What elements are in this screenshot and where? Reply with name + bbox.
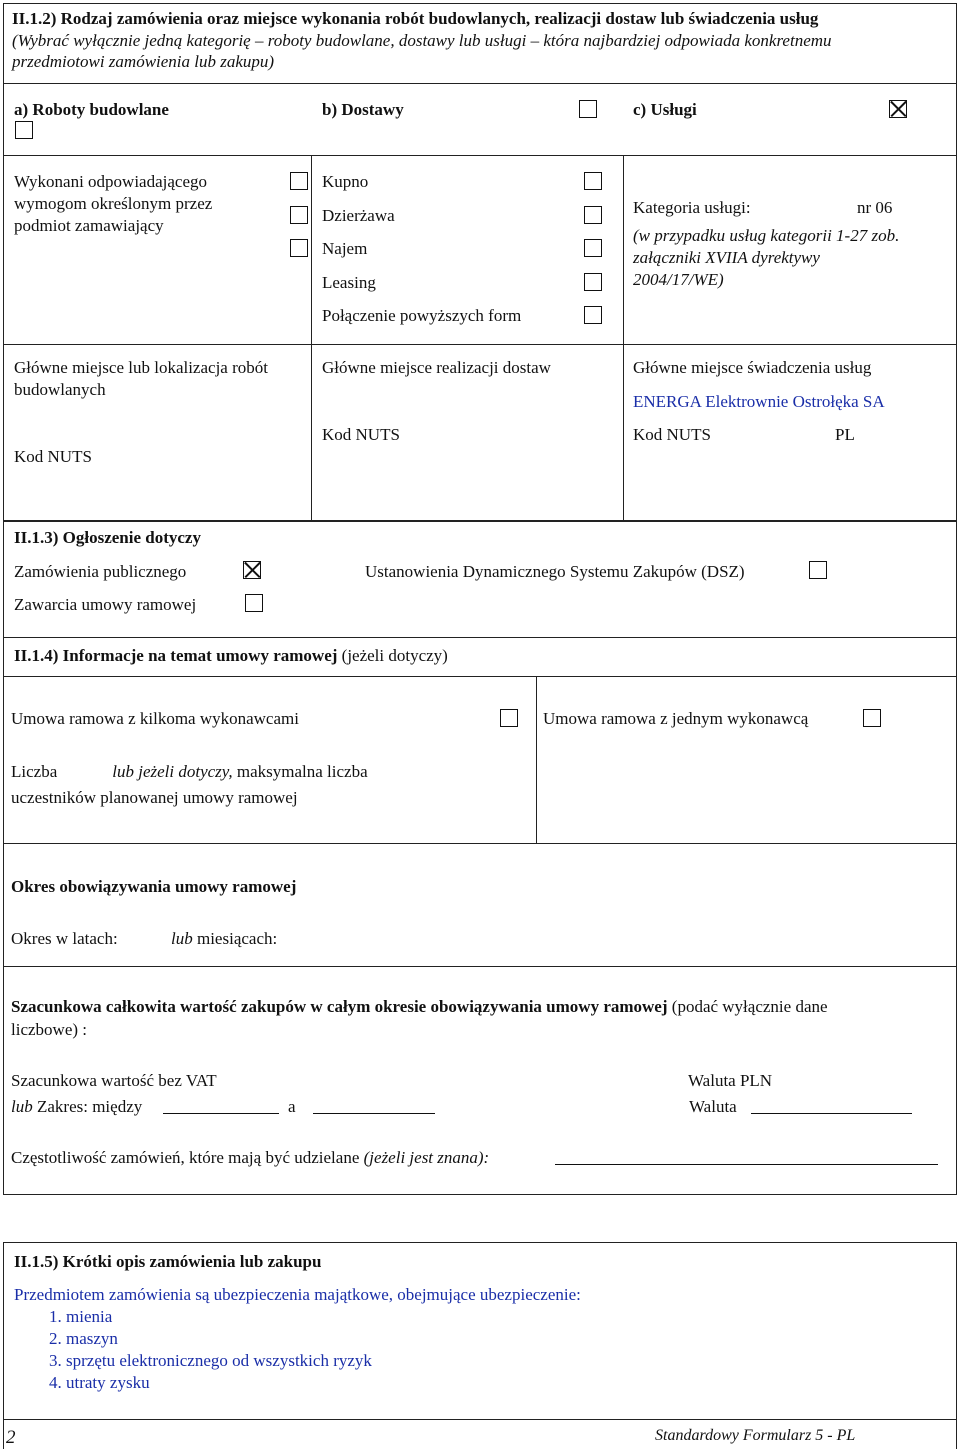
divider (311, 155, 312, 522)
category-works-label: a) Roboty budowlane (14, 100, 169, 119)
description-item: 3. sprzętu elektronicznego od wszystkich ryzyk (49, 1351, 372, 1370)
service-note-line: (w przypadku usług kategorii 1-27 zob. (633, 226, 900, 245)
category-supplies-label: b) Dostawy (322, 100, 404, 119)
estimated-value-label: Szacunkowa wartość bez VAT (11, 1071, 217, 1090)
currency-pln-label: Waluta PLN (688, 1071, 773, 1090)
nuts-services-label: Kod NUTS (633, 425, 711, 444)
section-1-4-heading-bold: II.1.4) Informacje na temat umowy ramowej (14, 646, 338, 665)
works-text-line: podmiot zamawiający (14, 216, 164, 235)
service-category-label: Kategoria usługi: (633, 198, 751, 217)
participants-count-label (11, 762, 368, 782)
duration-heading: Okres obowiązywania umowy ramowej (11, 877, 297, 896)
section-1-4-heading (14, 646, 448, 666)
single-contractor-checkbox[interactable] (863, 709, 881, 727)
description-item: 2. maszyn (49, 1329, 118, 1348)
dsz-checkbox[interactable] (809, 561, 827, 579)
range-from-field[interactable] (163, 1113, 279, 1114)
works-text-line: Wykonani odpowiadającego (14, 172, 207, 191)
divider (3, 676, 957, 677)
total-value-heading-normal: (podać wyłącznie dane (671, 997, 828, 1016)
single-contractor-label: Umowa ramowa z jednym wykonawcą (543, 709, 809, 728)
duration-years-label: Okres w latach: (11, 929, 118, 948)
page-number: 2 (6, 1427, 16, 1448)
location-supplies-label: Główne miejsce realizacji dostaw (322, 358, 551, 377)
works-option-checkbox[interactable] (290, 172, 308, 190)
framework-agreement-label: Zawarcia umowy ramowej (14, 595, 197, 614)
supply-option-rent: Najem (322, 239, 368, 258)
supply-leasing-checkbox[interactable] (584, 273, 602, 291)
range-and-label: a (288, 1097, 296, 1116)
divider (3, 155, 957, 156)
public-contract-checkbox[interactable] (243, 561, 261, 579)
supply-option-combination: Połączenie powyższych form (322, 306, 522, 325)
dsz-label: Ustanowienia Dynamicznego Systemu Zakupów (DSZ) (365, 562, 745, 581)
divider (3, 843, 957, 844)
total-value-heading-bold: Szacunkowa całkowita wartość zakupów w całym okresie obowiązywania umowy ramowej (11, 997, 668, 1016)
multi-contractor-label: Umowa ramowa z kilkoma wykonawcami (11, 709, 299, 728)
description-item: 1. mienia (49, 1307, 113, 1326)
supply-combination-checkbox[interactable] (584, 306, 602, 324)
total-value-heading (11, 997, 828, 1017)
supply-option-purchase: Kupno (322, 172, 369, 191)
frequency-text: Częstotliwość zamówień, które mają być udzielane (11, 1148, 360, 1167)
location-works-label: Główne miejsce lub lokalizacja robót (14, 358, 268, 377)
works-option-checkbox[interactable] (290, 206, 308, 224)
category-works-checkbox[interactable] (15, 121, 33, 139)
participants-count-line2: uczestników planowanej umowy ramowej (11, 788, 298, 807)
section-1-3-heading: II.1.3) Ogłoszenie dotyczy (14, 528, 201, 547)
section-1-4-heading-normal: (jeżeli dotyczy) (341, 646, 448, 665)
duration-months: miesiącach: (196, 929, 278, 948)
section-1-3-box (3, 520, 957, 1195)
section-1-5-heading: II.1.5) Krótki opis zamówienia lub zakupu (14, 1252, 322, 1271)
category-supplies-checkbox[interactable] (579, 100, 597, 118)
location-works-label: budowlanych (14, 380, 106, 399)
duration-or: lub (171, 929, 193, 948)
count-label: Liczba (11, 762, 58, 781)
count-max: maksymalna liczba (236, 762, 368, 781)
section-1-5-box (3, 1242, 957, 1449)
supply-rent-checkbox[interactable] (584, 239, 602, 257)
multi-contractor-checkbox[interactable] (500, 709, 518, 727)
form-name: Standardowy Formularz 5 - PL (655, 1427, 856, 1444)
description-intro: Przedmiotem zamówienia są ubezpieczenia majątkowe, obejmujące ubezpieczenie: (14, 1285, 581, 1304)
supply-lease-checkbox[interactable] (584, 206, 602, 224)
total-value-heading-line2: liczbowe) : (11, 1020, 87, 1039)
range-or: lub (11, 1097, 33, 1116)
location-services-label: Główne miejsce świadczenia usług (633, 358, 872, 377)
currency-label: Waluta (689, 1097, 737, 1116)
nuts-supplies-label: Kod NUTS (322, 425, 400, 444)
public-contract-label: Zamówienia publicznego (14, 562, 187, 581)
works-text-line: wymogom określonym przez (14, 194, 213, 213)
divider (3, 966, 957, 967)
range-to-field[interactable] (313, 1113, 435, 1114)
section-1-2-instruction: (Wybrać wyłącznie jedną kategorię – roboty budowlane, dostawy lub usługi – która najbardziej odpowiada konkretnemu (12, 31, 832, 50)
range-label (11, 1097, 142, 1117)
divider (3, 83, 957, 84)
count-or: lub jeżeli dotyczy, (112, 762, 233, 781)
divider (3, 344, 957, 345)
service-category-value: nr 06 (857, 198, 893, 217)
divider (3, 637, 957, 638)
supply-option-leasing: Leasing (322, 273, 376, 292)
divider (623, 155, 624, 522)
section-1-2-heading: II.1.2) Rodzaj zamówienia oraz miejsce wykonania robót budowlanych, realizacji dostaw lub świadczenia usług (12, 9, 819, 28)
supply-purchase-checkbox[interactable] (584, 172, 602, 190)
nuts-works-label: Kod NUTS (14, 447, 92, 466)
section-1-2-instruction: przedmiotowi zamówienia lub zakupu) (12, 52, 275, 71)
location-services-value: ENERGA Elektrownie Ostrołęka SA (633, 392, 885, 411)
duration-months-label (171, 929, 277, 949)
works-option-checkbox[interactable] (290, 239, 308, 257)
currency-field[interactable] (751, 1113, 912, 1114)
service-note-line: załączniki XVIIA dyrektywy (633, 248, 820, 267)
nuts-services-value: PL (835, 425, 855, 444)
frequency-field[interactable] (555, 1164, 938, 1165)
description-item: 4. utraty zysku (49, 1373, 150, 1392)
framework-agreement-checkbox[interactable] (245, 594, 263, 612)
category-services-label: c) Usługi (633, 100, 697, 119)
category-services-checkbox[interactable] (889, 100, 907, 118)
supply-option-lease: Dzierżawa (322, 206, 395, 225)
frequency-italic: (jeżeli jest znana): (363, 1148, 490, 1167)
frequency-label (11, 1148, 489, 1168)
range-between: Zakres: między (36, 1097, 143, 1116)
footer-divider (3, 1419, 957, 1420)
service-note-line: 2004/17/WE) (633, 270, 724, 289)
divider (536, 676, 537, 844)
